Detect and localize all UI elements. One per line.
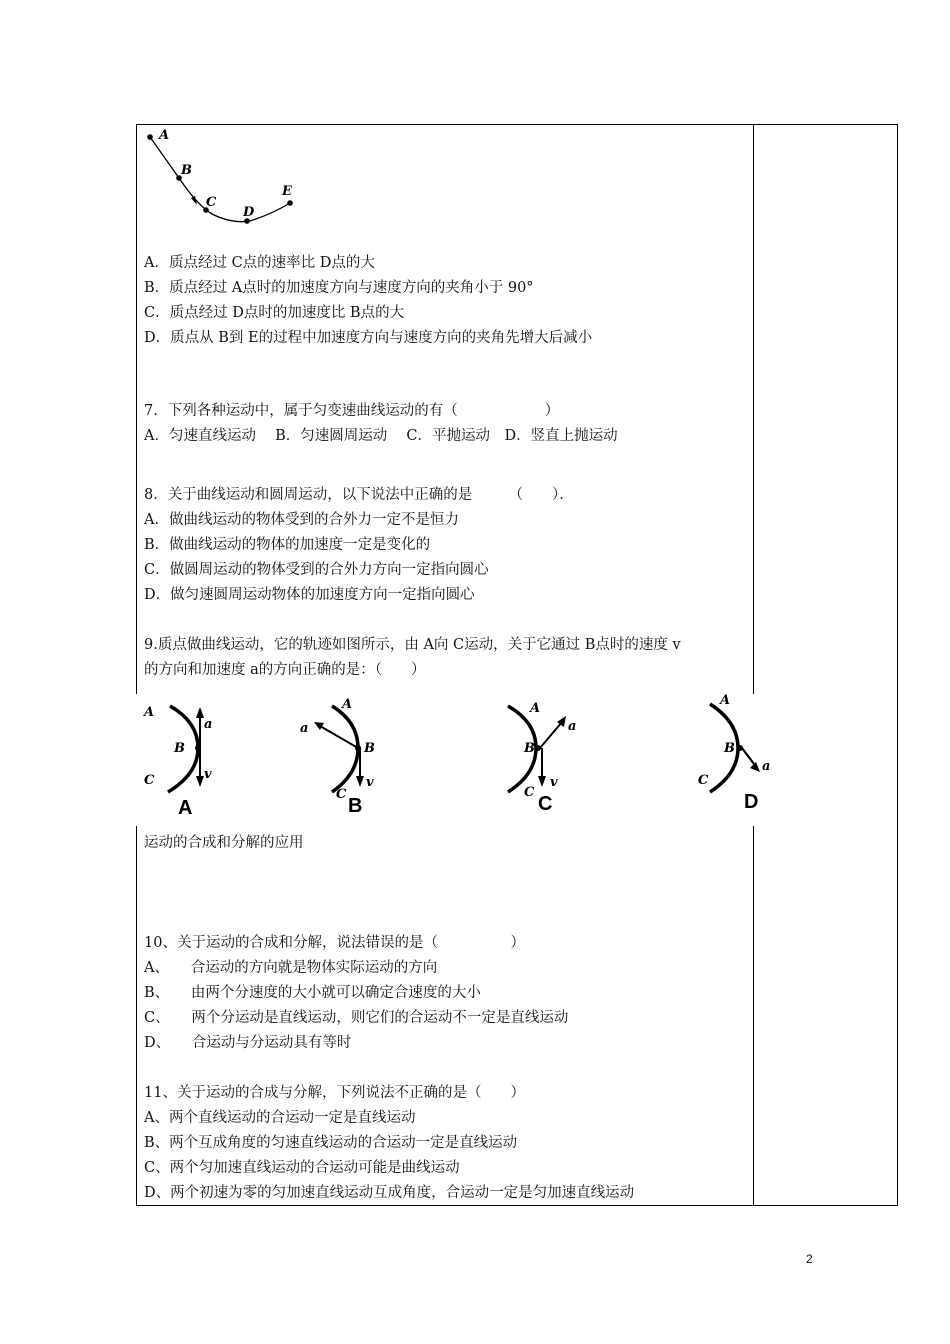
point-a xyxy=(147,134,153,140)
table-left-border-upper xyxy=(136,124,137,694)
q8-option-c: C．做圆周运动的物体受到的合外力方向一定指向圆心 xyxy=(144,562,489,578)
svg-text:a: a xyxy=(204,717,213,732)
table-top-border-right xyxy=(298,124,898,125)
svg-text:C: C xyxy=(698,773,709,788)
svg-text:A: A xyxy=(144,705,155,720)
svg-text:B: B xyxy=(724,741,735,756)
svg-text:B: B xyxy=(524,741,535,756)
q7-options: A．匀速直线运动 B．匀速圆周运动 C．平抛运动 D．竖直上抛运动 xyxy=(144,428,618,444)
q6-option-c: C．质点经过 D点时的加速度比 B点的大 xyxy=(144,305,405,321)
svg-text:A: A xyxy=(342,697,353,712)
q10-stem: 10、关于运动的合成和分解，说法错误的是（ ） xyxy=(144,935,525,951)
q11-option-a: A、两个直线运动的合运动一定是直线运动 xyxy=(144,1110,416,1126)
q9-figure-c xyxy=(500,692,590,816)
label-e: E xyxy=(282,184,292,199)
label-a: A xyxy=(159,128,170,143)
q6-option-a: A．质点经过 C点的速率比 D点的大 xyxy=(144,255,375,271)
svg-text:v: v xyxy=(204,767,212,782)
svg-text:C: C xyxy=(144,773,155,788)
q8-option-b: B．做曲线运动的物体的加速度一定是变化的 xyxy=(144,537,431,553)
q11-option-b: B、两个互成角度的匀速直线运动的合运动一定是直线运动 xyxy=(144,1135,518,1151)
q8-option-d: D．做匀速圆周运动物体的加速度方向一定指向圆心 xyxy=(144,587,475,603)
table-right-border xyxy=(897,124,898,1205)
q9-figure-a xyxy=(140,696,220,820)
label-c: C xyxy=(206,195,217,210)
q9-stem-line2: 的方向和加速度 a的方向正确的是：（ ） xyxy=(144,662,426,678)
label-d: D xyxy=(243,205,255,220)
q10-option-d: D、 合运动与分运动具有等时 xyxy=(144,1035,352,1051)
q9-figure-c-label: C xyxy=(538,793,553,815)
table-mid-border-upper xyxy=(753,124,754,694)
q10-option-b: B、 由两个分速度的大小就可以确定合速度的大小 xyxy=(144,985,481,1001)
label-b: B xyxy=(181,163,192,178)
svg-text:A: A xyxy=(530,701,541,716)
svg-text:A: A xyxy=(720,693,731,708)
svg-text:B: B xyxy=(174,741,185,756)
table-left-border-lower xyxy=(136,826,137,1205)
svg-text:a: a xyxy=(568,719,577,734)
q6-option-b: B．质点经过 A点时的加速度方向与速度方向的夹角小于 90° xyxy=(144,280,534,296)
q7-stem: 7．下列各种运动中，属于匀变速曲线运动的有（ ） xyxy=(144,403,560,419)
table-top-border-left xyxy=(136,124,298,125)
q6-trajectory-figure xyxy=(140,126,310,226)
section-title: 运动的合成和分解的应用 xyxy=(144,835,304,851)
svg-text:a: a xyxy=(762,759,771,774)
page-number: 2 xyxy=(806,1252,813,1266)
q8-option-a: A．做曲线运动的物体受到的合外力一定不是恒力 xyxy=(144,512,459,528)
svg-text:C: C xyxy=(336,787,347,802)
q9-figure-d-label: D xyxy=(744,791,759,813)
point-e xyxy=(287,200,293,206)
svg-text:B: B xyxy=(364,741,375,756)
trajectory-curve xyxy=(150,137,290,222)
q9-figure-b xyxy=(296,692,386,816)
q9-figure-a-label: A xyxy=(178,797,193,819)
table-mid-border-lower xyxy=(753,826,754,1205)
q9-figure-b-label: B xyxy=(348,795,363,816)
q11-option-c: C、两个匀加速直线运动的合运动可能是曲线运动 xyxy=(144,1160,460,1176)
table-bottom-border xyxy=(136,1205,898,1206)
svg-text:a: a xyxy=(300,721,309,736)
q11-stem: 11、关于运动的合成与分解，下列说法不正确的是（ ） xyxy=(144,1085,525,1101)
q9-stem-line1: 9.质点做曲线运动，它的轨迹如图所示，由 A向 C运动，关于它通过 B点时的速度 v xyxy=(144,637,681,653)
q9-figure-d xyxy=(690,692,780,816)
q10-option-c: C、 两个分运动是直线运动，则它们的合运动不一定是直线运动 xyxy=(144,1010,569,1026)
q11-option-d: D、两个初速为零的匀加速直线运动互成角度，合运动一定是匀加速直线运动 xyxy=(144,1185,635,1201)
svg-text:v: v xyxy=(550,775,558,790)
q6-option-d: D．质点从 B到 E的过程中加速度方向与速度方向的夹角先增大后减小 xyxy=(144,330,593,346)
q8-stem: 8．关于曲线运动和圆周运动，以下说法中正确的是 （ ）． xyxy=(144,487,574,503)
svg-text:v: v xyxy=(366,775,374,790)
svg-text:C: C xyxy=(524,785,535,800)
q10-option-a: A、 合运动的方向就是物体实际运动的方向 xyxy=(144,960,438,976)
